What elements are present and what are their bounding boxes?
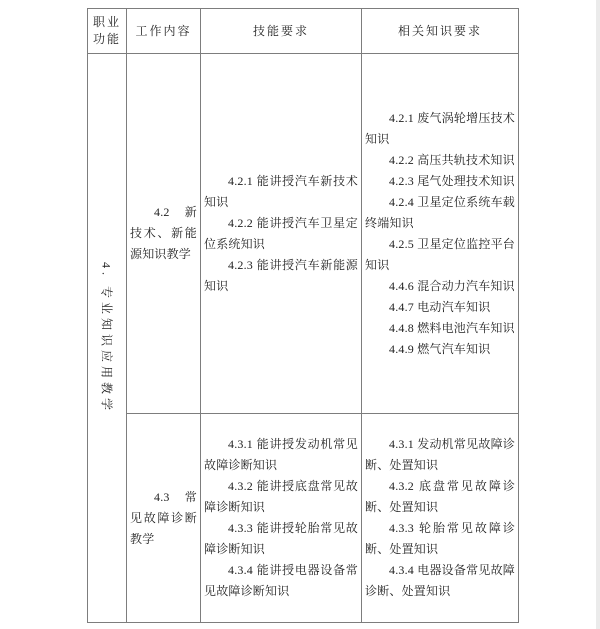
occupation-function-cell — [88, 54, 127, 622]
skill-item: 4.3.3 能讲授轮胎常见故障诊断知识 — [204, 521, 358, 556]
knowledge-item: 4.4.9 燃气汽车知识 — [389, 341, 491, 356]
knowledge-item: 4.4.8 燃料电池汽车知识 — [389, 320, 515, 335]
knowledge-item: 4.3.3 轮胎常见故障诊断、处置知识 — [365, 521, 515, 556]
skill-item: 4.2.1 能讲授汽车新技术知识 — [204, 173, 358, 209]
skill-item: 4.2.3 能讲授汽车新能源知识 — [204, 257, 358, 293]
skill-item: 4.3.1 能讲授发动机常见故障诊断知识 — [204, 437, 358, 472]
skill-requirements-cell — [201, 414, 362, 622]
column-header-occupation-function: 职业功能 — [88, 9, 127, 54]
skill-item: 4.3.4 能讲授电器设备常见故障诊断知识 — [204, 563, 358, 598]
column-header-skill-requirements: 技能要求 — [201, 9, 362, 54]
knowledge-item: 4.2.3 尾气处理技术知识 — [389, 173, 515, 188]
skill-item: 4.3.2 能讲授底盘常见故障诊断知识 — [204, 479, 358, 514]
work-content-text: 4.3 常见故障诊断教学 — [130, 489, 197, 546]
knowledge-item: 4.2.1 废气涡轮增压技术知识 — [365, 110, 515, 146]
work-content-cell — [127, 414, 201, 622]
column-header-knowledge-requirements: 相关知识要求 — [362, 9, 518, 54]
knowledge-item: 4.2.4 卫星定位系统车载终端知识 — [365, 194, 515, 230]
knowledge-requirements-cell — [362, 414, 518, 622]
column-header-work-content: 工作内容 — [127, 9, 201, 54]
occupation-function-vertical-text: 4. 专业知识应用教学 — [99, 261, 114, 414]
knowledge-item: 4.3.4 电器设备常见故障诊断、处置知识 — [365, 563, 515, 598]
skill-item: 4.2.2 能讲授汽车卫星定位系统知识 — [204, 215, 358, 251]
knowledge-item: 4.3.2 底盘常见故障诊断、处置知识 — [365, 479, 515, 514]
work-content-cell — [127, 54, 201, 414]
knowledge-item: 4.4.6 混合动力汽车知识 — [389, 278, 515, 293]
work-content-text: 4.2 新技术、新能源知识教学 — [130, 205, 197, 261]
page-right-edge — [596, 0, 600, 629]
skill-requirements-cell — [201, 54, 362, 414]
knowledge-item: 4.2.5 卫星定位监控平台知识 — [365, 236, 515, 272]
knowledge-item: 4.4.7 电动汽车知识 — [389, 299, 491, 314]
knowledge-requirements-cell — [362, 54, 518, 414]
occupational-skill-table — [87, 8, 519, 623]
knowledge-item: 4.2.2 高压共轨技术知识 — [389, 152, 515, 167]
knowledge-item: 4.3.1 发动机常见故障诊断、处置知识 — [365, 437, 515, 472]
